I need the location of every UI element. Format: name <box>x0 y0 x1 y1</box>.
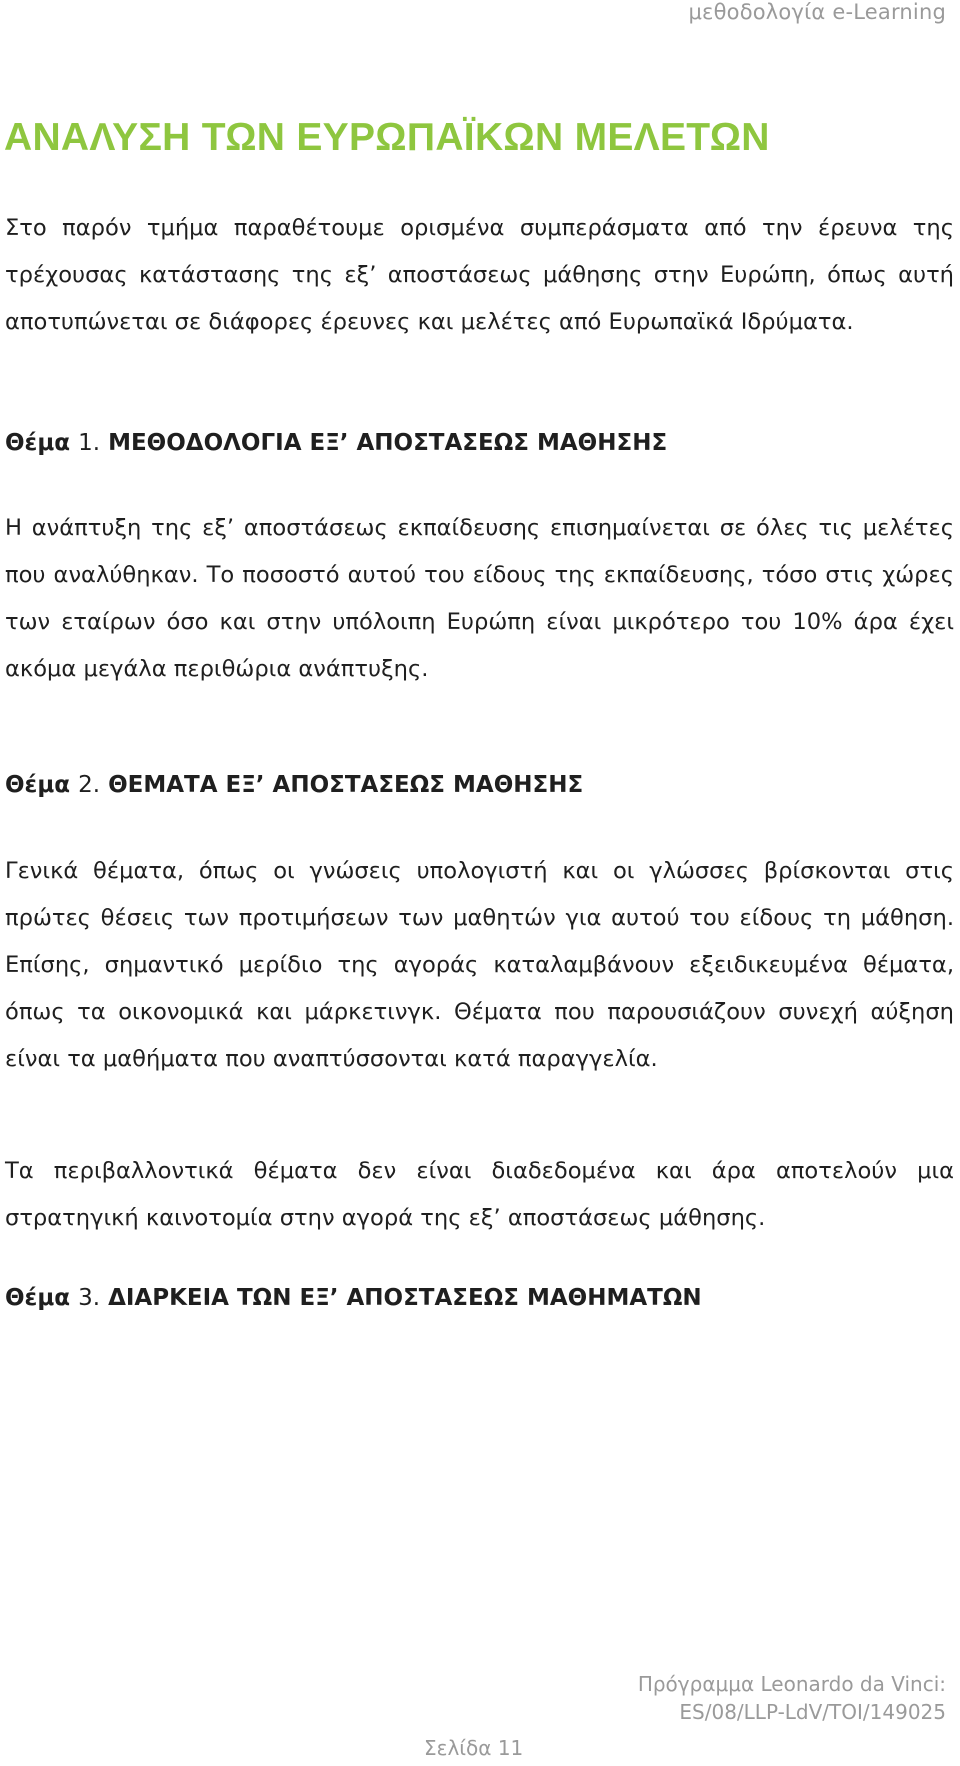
footer-program-line-2: ES/08/LLP-LdV/TOI/149025 <box>679 1700 946 1724</box>
section-3-label: Θέμα <box>5 1285 71 1311</box>
section-2-label: Θέμα <box>5 772 71 798</box>
section-1-number: 1. <box>78 430 101 456</box>
page-number: Σελίδα 11 <box>424 1736 524 1760</box>
section-2-paragraph-1: Γενικά θέματα, όπως οι γνώσεις υπολογιστή και οι γλώσσες βρίσκονται στις πρώτες θέσεις των προτιμήσεων των μαθητών για αυτού του είδους τη μάθηση. Επίσης, σημαντικό μερίδιο της αγοράς καταλαμβάνουν εξειδικευμένα θέματα, όπως τα οικονομικά και μάρκετινγκ. Θέματα που παρουσιάζουν συνεχή αύξηση είναι τα μαθήματα που αναπτύσσονται κατά παραγγελία. <box>5 858 954 1072</box>
footer-program-line-1: Πρόγραμμα Leonardo da Vinci: <box>637 1672 946 1696</box>
header-brand: μεθοδολογία e-Learning <box>688 0 946 24</box>
section-1-heading <box>5 430 667 456</box>
section-3-number: 3. <box>78 1285 101 1311</box>
page-title: ΑΝΑΛΥΣΗ ΤΩΝ ΕΥΡΩΠΑΪΚΩΝ ΜΕΛΕΤΩΝ <box>4 116 770 159</box>
section-2-heading <box>5 772 583 798</box>
section-2-title: ΘΕΜΑΤΑ ΕΞ’ ΑΠΟΣΤΑΣΕΩΣ ΜΑΘΗΣΗΣ <box>108 772 584 798</box>
section-3-title: ΔΙΑΡΚΕΙΑ ΤΩΝ ΕΞ’ ΑΠΟΣΤΑΣΕΩΣ ΜΑΘΗΜΑΤΩΝ <box>108 1285 702 1311</box>
section-2-paragraph-2: Τα περιβαλλοντικά θέματα δεν είναι διαδεδομένα και άρα αποτελούν μια στρατηγική καινοτομία στην αγορά της εξ’ αποστάσεως μάθησης. <box>5 1158 954 1231</box>
section-1-title: ΜΕΘΟΔΟΛΟΓΙΑ ΕΞ’ ΑΠΟΣΤΑΣΕΩΣ ΜΑΘΗΣΗΣ <box>108 430 668 456</box>
section-1-paragraph: Η ανάπτυξη της εξ’ αποστάσεως εκπαίδευσης επισημαίνεται σε όλες τις μελέτες που αναλύθηκαν. Το ποσοστό αυτού του είδους της εκπαίδευσης, τόσο στις χώρες των εταίρων όσο και στην υπόλοιπη Ευρώπη είναι μικρότερο του 10% άρα έχει ακόμα μεγάλα περιθώρια ανάπτυξης. <box>5 515 954 682</box>
section-1-label: Θέμα <box>5 430 71 456</box>
section-2-number: 2. <box>78 772 101 798</box>
intro-paragraph: Στο παρόν τμήμα παραθέτουμε ορισμένα συμπεράσματα από την έρευνα της τρέχουσας κατάστασης της εξ’ αποστάσεως μάθησης στην Ευρώπη, όπως αυτή αποτυπώνεται σε διάφορες έρευνες και μελέτες από Ευρωπαϊκά Ιδρύματα. <box>5 215 954 335</box>
section-3-heading <box>5 1285 702 1311</box>
